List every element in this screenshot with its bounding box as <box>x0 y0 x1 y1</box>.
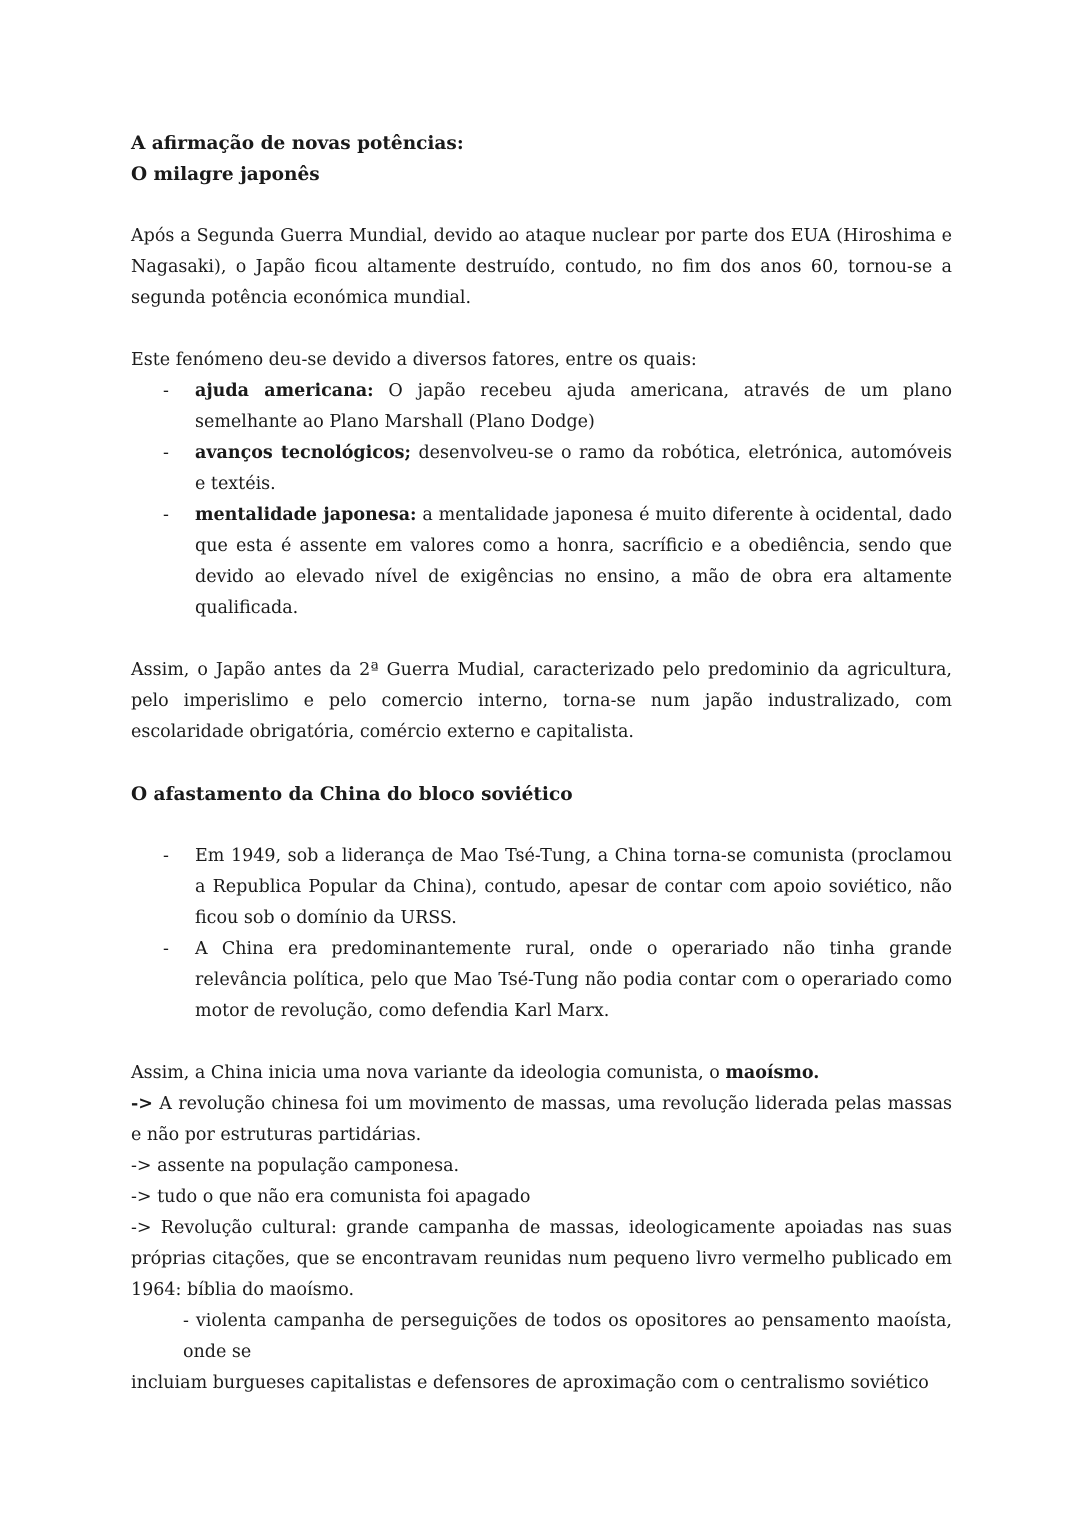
maoismo-intro-text: Assim, a China inicia uma nova variante da ideologia comunista, o <box>131 1063 726 1083</box>
china-list <box>131 841 952 1027</box>
sub-item-continuation: incluiam burgueses capitalistas e defensores de aproximação com o centralismo soviético <box>131 1373 929 1393</box>
arrow-item <box>131 1089 952 1151</box>
sub-item <box>131 1306 952 1399</box>
factor-item <box>131 438 952 500</box>
section-heading-potencias: A afirmação de novas potências: <box>131 133 464 154</box>
document-page <box>131 128 952 1399</box>
factor-item <box>131 500 952 624</box>
arrow-item: -> tudo o que não era comunista foi apagado <box>131 1187 531 1207</box>
arrow-item: -> Revolução cultural: grande campanha de massas, ideologicamente apoiadas nas suas próprias citações, que se encontravam reunidas num pequeno livro vermelho publicado em 1964: bíblia do maoísmo. <box>131 1218 952 1300</box>
sub-item-first-line: - violenta campanha de perseguições de todos os opositores ao pensamento maoísta, onde se <box>183 1311 952 1362</box>
factor-item <box>131 376 952 438</box>
arrow-item: -> assente na população camponesa. <box>131 1156 460 1176</box>
section-heading-milagre-japones: O milagre japonês <box>131 164 320 185</box>
paragraph-fatores-intro: Este fenómeno deu-se devido a diversos fatores, entre os quais: <box>131 350 697 370</box>
china-list-item: - Em 1949, sob a liderança de Mao Tsé-Tung, a China torna-se comunista (proclamou a Republica Popular da China), contudo, apesar de contar com apoio soviético, não ficou sob o domínio da URSS. <box>131 841 952 934</box>
factor-term: ajuda americana: <box>195 381 374 401</box>
factor-term: mentalidade japonesa: <box>195 505 417 525</box>
factor-text: a mentalidade japonesa é muito diferente à ocidental, dado que esta é assente em valores como a honra, sacríficio e a obediência, sendo que devido ao elevado nível de exigências no ensino, a mão de obra era altamente qualificada. <box>195 505 952 618</box>
arrow-marker: -> <box>131 1094 153 1114</box>
arrow-item-text: A revolução chinesa foi um movimento de massas, uma revolução liderada pelas massas e não por estruturas partidárias. <box>131 1094 952 1145</box>
paragraph-pos-guerra: Após a Segunda Guerra Mundial, devido ao ataque nuclear por parte dos EUA (Hiroshima e Nagasaki), o Japão ficou altamente destruído, contudo, no fim dos anos 60, tornou-se a segunda potência económica mundial. <box>131 226 952 308</box>
factor-text: O japão recebeu ajuda americana, através de um plano semelhante ao Plano Marshall (Plano Dodge) <box>195 381 953 432</box>
maoismo-term: maoísmo. <box>725 1063 820 1083</box>
factors-list <box>131 376 952 624</box>
factor-term: avanços tecnológicos; <box>195 443 411 463</box>
factor-text: desenvolveu-se o ramo da robótica, eletrónica, automóveis e textéis. <box>195 443 952 494</box>
section-heading-china: O afastamento da China do bloco soviético <box>131 784 573 805</box>
paragraph-maoismo <box>131 1058 952 1089</box>
paragraph-japao-conclusao: Assim, o Japão antes da 2ª Guerra Mudial, caracterizado pelo predominio da agricultura, pelo imperislimo e pelo comercio interno, torna-se num japão industralizado, com escolaridade obrigatória, comércio externo e capitalista. <box>131 660 952 742</box>
china-list-item: - A China era predominantemente rural, onde o operariado não tinha grande relevância política, pelo que Mao Tsé-Tung não podia contar com o operariado como motor de revolução, como defendia Karl Marx. <box>131 934 952 1027</box>
